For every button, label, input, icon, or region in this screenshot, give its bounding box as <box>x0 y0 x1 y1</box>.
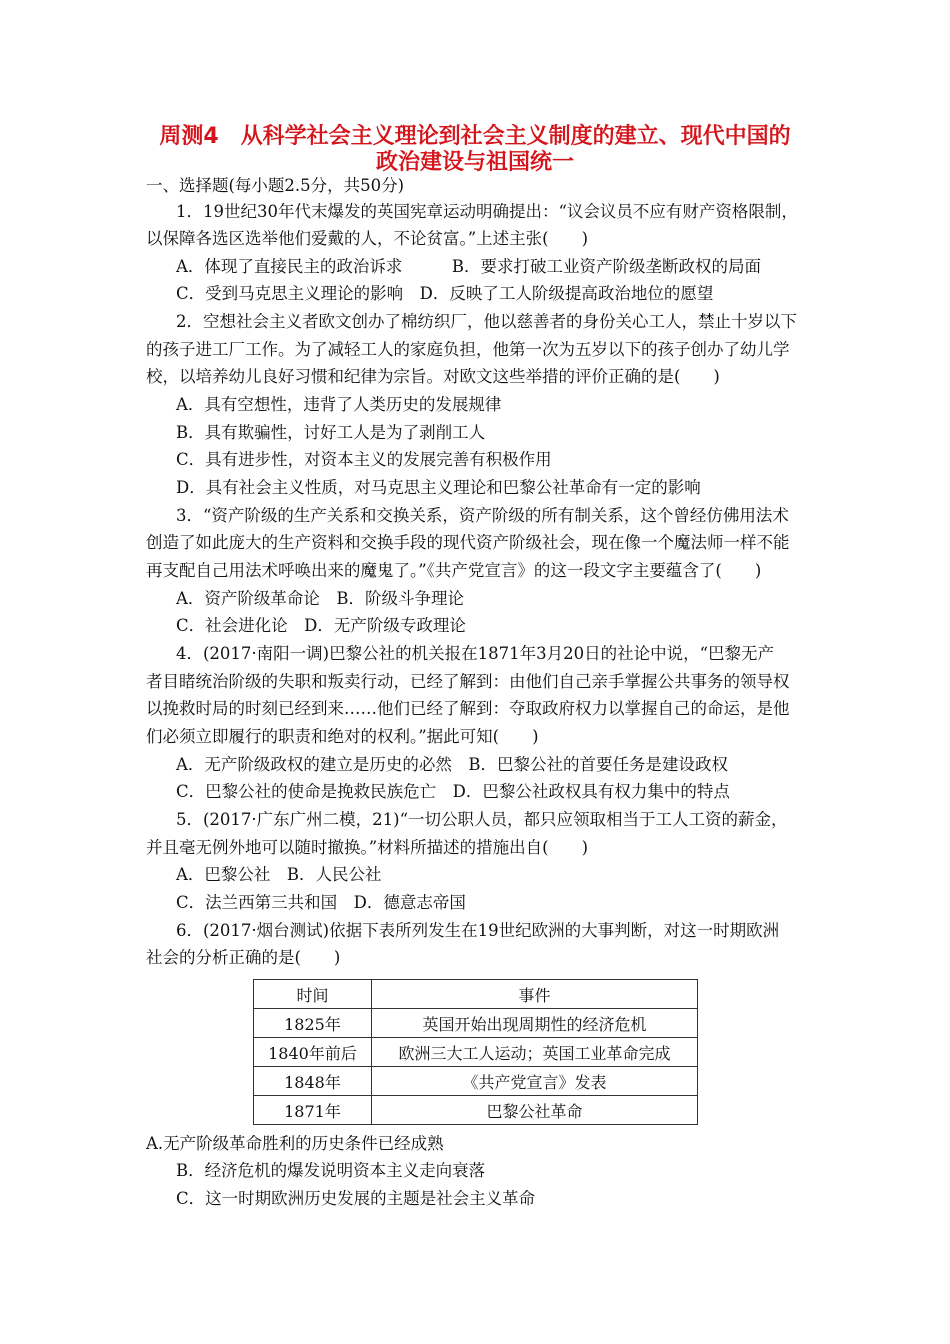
table-row <box>254 1096 698 1125</box>
events-table <box>253 979 698 1125</box>
table-header-cell: 时间 <box>254 980 372 1009</box>
section-heading: 一、选择题(每小题2.5分，共50分) <box>146 176 405 195</box>
question-stem-line: 4．(2017·南阳一调)巴黎公社的机关报在1871年3月20日的社论中说，“巴黎无产 <box>176 644 775 663</box>
question-stem-line: 并且毫无例外地可以随时撤换。”材料所描述的措施出自( ) <box>146 838 589 857</box>
answer-option: C．法兰西第三共和国 D．德意志帝国 <box>176 893 466 912</box>
question-stem-line: 者目睹统治阶级的失职和叛卖行动，已经了解到：由他们自己亲手掌握公共事务的领导权 <box>146 672 790 691</box>
answer-option: C．社会进化论 D．无产阶级专政理论 <box>176 616 466 635</box>
table-row <box>254 1067 698 1096</box>
question-stem-line: 5．(2017·广东广州二模，21)“一切公职人员，都只应领取相当于工人工资的薪金， <box>176 810 788 829</box>
question-stem-line: 创造了如此庞大的生产资料和交换手段的现代资产阶级社会，现在像一个魔法师一样不能 <box>146 533 790 552</box>
table-row <box>254 1009 698 1038</box>
page-title-line1: 周测4 从科学社会主义理论到社会主义制度的建立、现代中国的 <box>159 124 791 149</box>
answer-option: A.无产阶级革命胜利的历史条件已经成熟 <box>146 1134 444 1153</box>
table-header-row <box>254 980 698 1009</box>
page-title-line2: 政治建设与祖国统一 <box>375 150 574 175</box>
table-cell-event: 欧洲三大工人运动；英国工业革命完成 <box>372 1038 698 1067</box>
table-cell-event: 《共产党宣言》发表 <box>372 1067 698 1096</box>
table-cell-event: 巴黎公社革命 <box>372 1096 698 1125</box>
question-stem-line: 的孩子进工厂工作。为了减轻工人的家庭负担，他第一次为五岁以下的孩子创办了幼儿学 <box>146 340 790 359</box>
answer-option: A．巴黎公社 B．人民公社 <box>176 865 382 884</box>
answer-option: C．具有进步性，对资本主义的发展完善有积极作用 <box>176 450 552 469</box>
table-header-cell: 事件 <box>372 980 698 1009</box>
table-cell-time: 1840年前后 <box>254 1038 372 1067</box>
question-stem-line: 以保障各选区选举他们爱戴的人，不论贫富。”上述主张( ) <box>146 229 589 248</box>
table-cell-time: 1848年 <box>254 1067 372 1096</box>
question-stem-line: 以挽救时局的时刻已经到来……他们已经了解到：夺取政府权力以掌握自己的命运，是他 <box>146 699 790 718</box>
question-stem-line: 1．19世纪30年代末爆发的英国宪章运动明确提出：“议会议员不应有财产资格限制， <box>176 202 798 221</box>
question-stem-line: 校，以培养幼儿良好习惯和纪律为宗旨。对欧文这些举措的评价正确的是( ) <box>146 367 720 386</box>
answer-option: C．受到马克思主义理论的影响 D．反映了工人阶级提高政治地位的愿望 <box>176 284 714 303</box>
table-row <box>254 1038 698 1067</box>
answer-option: A．具有空想性，违背了人类历史的发展规律 <box>176 395 502 414</box>
answer-option: B．具有欺骗性，讨好工人是为了剥削工人 <box>176 423 486 442</box>
question-stem-line: 2．空想社会主义者欧文创办了棉纺织厂，他以慈善者的身份关心工人，禁止十岁以下 <box>176 312 797 331</box>
answer-option: C．巴黎公社的使命是挽救民族危亡 D．巴黎公社政权具有权力集中的特点 <box>176 782 730 801</box>
question-stem-line: 社会的分析正确的是( ) <box>146 948 341 967</box>
answer-option: A．体现了直接民主的政治诉求 B．要求打破工业资产阶级垄断政权的局面 <box>176 257 762 276</box>
answer-option: D．具有社会主义性质，对马克思主义理论和巴黎公社革命有一定的影响 <box>176 478 701 497</box>
table-cell-event: 英国开始出现周期性的经济危机 <box>372 1009 698 1038</box>
answer-option: B．经济危机的爆发说明资本主义走向衰落 <box>176 1161 486 1180</box>
table-cell-time: 1825年 <box>254 1009 372 1038</box>
answer-option: C．这一时期欧洲历史发展的主题是社会主义革命 <box>176 1189 536 1208</box>
question-stem-line: 3．“资产阶级的生产关系和交换关系，资产阶级的所有制关系，这个曾经仿佛用法术 <box>176 506 789 525</box>
question-stem-line: 们必须立即履行的职责和绝对的权利。”据此可知( ) <box>146 727 539 746</box>
table-cell-time: 1871年 <box>254 1096 372 1125</box>
answer-option: A．无产阶级政权的建立是历史的必然 B．巴黎公社的首要任务是建设政权 <box>176 755 729 774</box>
question-stem-line: 6．(2017·烟台测试)依据下表所列发生在19世纪欧洲的大事判断，对这一时期欧洲 <box>176 921 780 940</box>
question-stem-line: 再支配自己用法术呼唤出来的魔鬼了。”《共产党宣言》的这一段文字主要蕴含了( ) <box>146 561 762 580</box>
answer-option: A．资产阶级革命论 B．阶级斗争理论 <box>176 589 465 608</box>
